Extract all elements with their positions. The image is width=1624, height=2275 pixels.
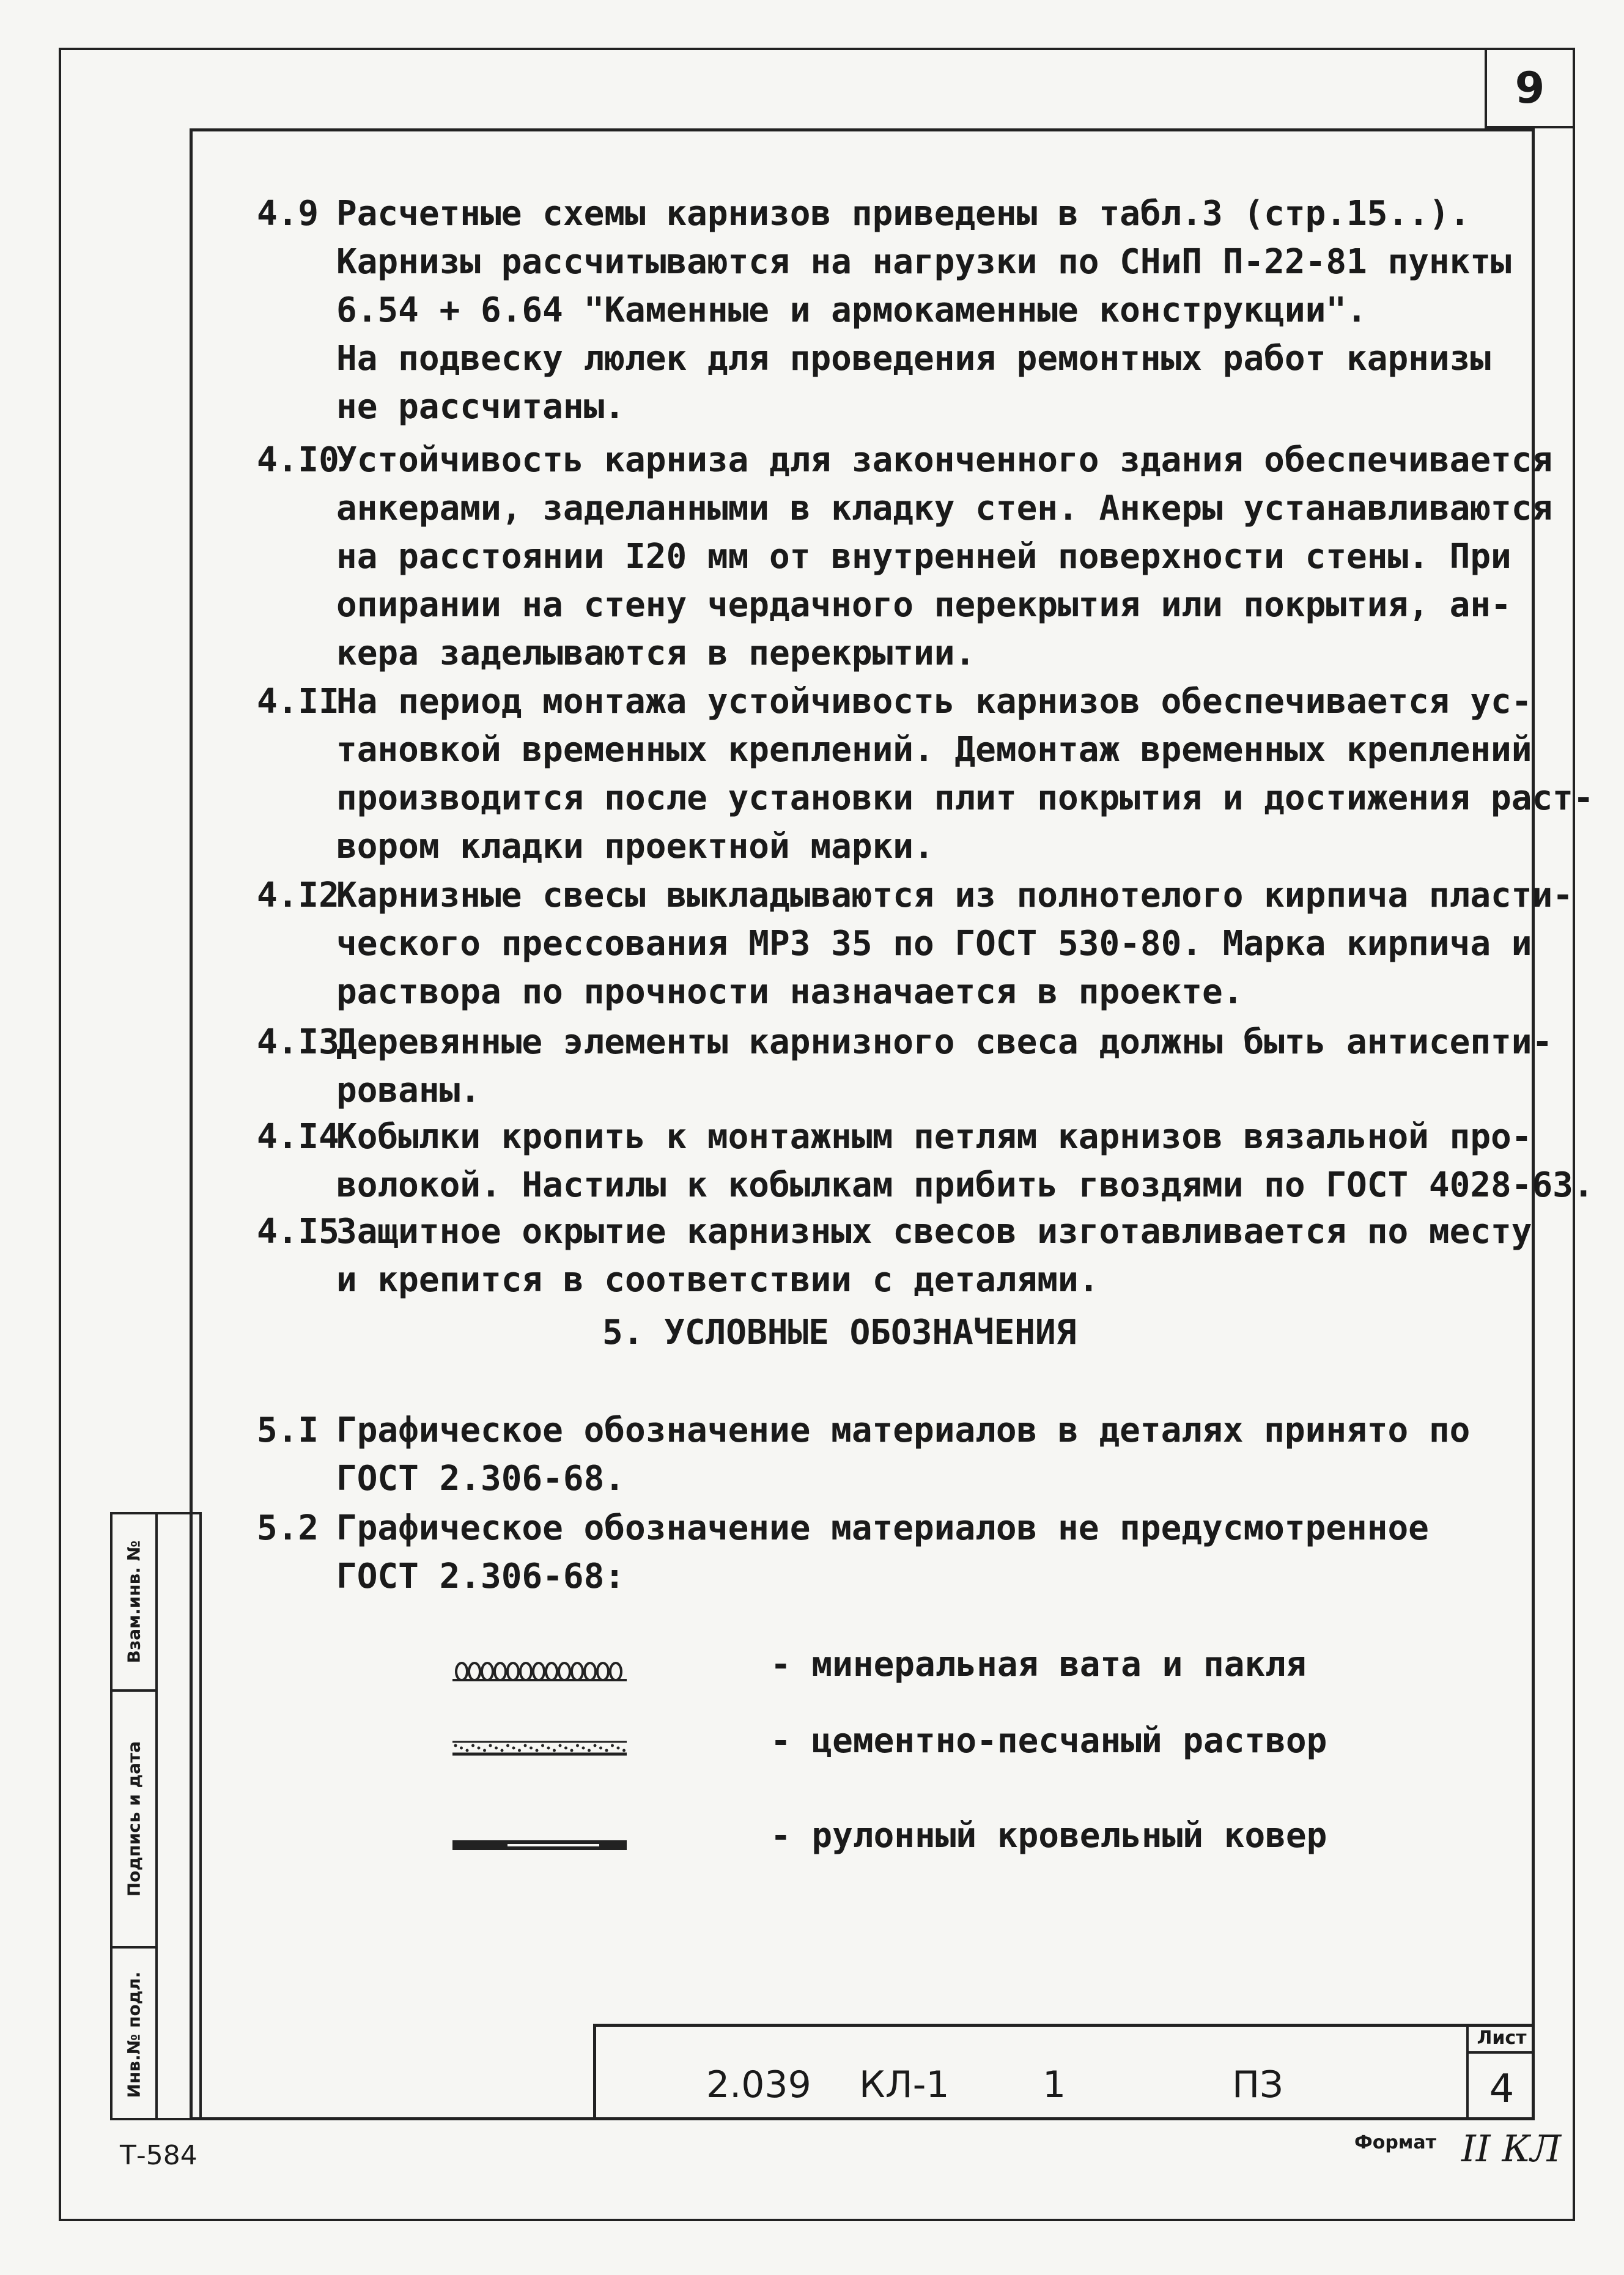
paragraph-text: Расчетные схемы карнизов приведены в табл.3 (стр.15..).: [336, 194, 1471, 234]
paragraph-4-I3: [257, 1018, 1552, 1115]
side-cell-replace: [113, 1514, 155, 1692]
sheet-box: [1466, 2024, 1535, 2120]
paragraph-line: анкерами, заделанными в кладку стен. Анкеры устанавливаются: [336, 489, 1553, 528]
paragraph-text: Графическое обозначение материалов не предусмотренное: [336, 1508, 1429, 1548]
paragraph-line: и крепится в соответствии с деталями.: [336, 1260, 1099, 1300]
paragraph-text: Устойчивость карниза для законченного здания обеспечивается: [336, 440, 1553, 480]
paragraph-number: 5.I: [257, 1410, 319, 1450]
paragraph-4-I5: [257, 1208, 1532, 1304]
side-stamp: [110, 1512, 202, 2120]
paragraph-4-I2: [257, 871, 1573, 1016]
paragraph-line: На подвеску люлек для проведения ремонтных работ карнизы: [336, 339, 1491, 378]
legend-label: - цементно-песчаный раствор: [770, 1721, 1327, 1761]
side-cell-label: Взам.инв. №: [124, 1540, 144, 1664]
roll-roofing-hatch-icon: [449, 1822, 633, 1859]
paragraph-line: вором кладки проектной марки.: [336, 827, 934, 866]
paragraph-line: [257, 1018, 1552, 1066]
paragraph-line: ГОСТ 2.306-68:: [336, 1557, 626, 1596]
paragraph-line: [257, 436, 1552, 484]
paragraph-number: 4.I0: [257, 440, 339, 480]
paragraph-line: [257, 1208, 1532, 1256]
corner-page-number: 9: [1485, 48, 1575, 128]
doc-series: КЛ-1: [859, 2063, 950, 2106]
paragraph-number: 4.I3: [257, 1022, 339, 1062]
sheet-code: Т-584: [120, 2140, 197, 2171]
paragraph-number: 4.II: [257, 682, 339, 721]
paragraph-line: не рассчитаны.: [336, 387, 626, 427]
title-block: [593, 2024, 1535, 2120]
legend-label: - минеральная вата и пакля: [770, 1645, 1307, 1684]
paragraph-line: волокой. Настилы к кобылкам прибить гвоздями по ГОСТ 4028-63.: [336, 1165, 1594, 1205]
side-cell-inventory: [113, 1949, 155, 2120]
section-title: 5. УСЛОВНЫЕ ОБОЗНАЧЕНИЯ: [602, 1313, 1077, 1352]
paragraph-line: [257, 190, 1511, 238]
paragraph-5-I: [257, 1406, 1470, 1503]
paragraph-line: раствора по прочности назначается в проекте.: [336, 972, 1244, 1012]
paragraph-text: Деревянные элементы карнизного свеса должны быть антисепти-: [336, 1022, 1553, 1062]
paragraph-line: ГОСТ 2.306-68.: [336, 1459, 626, 1499]
paragraph-line: тановкой временных креплений. Демонтаж временных креплений: [336, 730, 1532, 770]
legend-row: [0, 1639, 1624, 1694]
paragraph-4-9: [257, 190, 1511, 431]
paragraph-line: [257, 677, 1594, 726]
side-cell-signature: [113, 1692, 155, 1949]
paragraph-text: Защитное окрытие карнизных свесов изготавливается по месту: [336, 1212, 1532, 1252]
paragraph-line: 6.54 + 6.64 "Каменные и армокаменные конструкции".: [336, 290, 1367, 330]
side-cell-label: Подпись и дата: [124, 1741, 144, 1897]
doc-code: 2.039: [706, 2063, 811, 2106]
sheet-number: 4: [1489, 2067, 1515, 2112]
paragraph-line: [257, 1504, 1429, 1552]
paragraph-text: Кобылки кропить к монтажным петлям карнизов вязальной про-: [336, 1117, 1532, 1157]
paragraph-number: 4.I5: [257, 1212, 339, 1252]
legend-label: - рулонный кровельный ковер: [770, 1816, 1327, 1856]
format-value: II КЛ: [1461, 2128, 1561, 2170]
paragraph-4-II: [257, 677, 1594, 871]
paragraph-text: На период монтажа устойчивость карнизов обеспечивается ус-: [336, 682, 1532, 721]
paragraph-line: [257, 1113, 1594, 1161]
paragraph-line: Карнизы рассчитываются на нагрузки по СНиП П-22-81 пункты: [336, 242, 1511, 282]
paragraph-text: Карнизные свесы выкладываются из полнотелого кирпича пласти-: [336, 876, 1573, 915]
sheet-label: Лист: [1469, 2027, 1535, 2054]
doc-issue: 1: [1043, 2063, 1066, 2106]
paragraph-line: производится после установки плит покрытия и достижения раст-: [336, 778, 1594, 818]
side-cell-label: Инв.№ подл.: [124, 1971, 144, 2098]
paragraph-line: кера заделываются в перекрытии.: [336, 633, 976, 673]
paragraph-line: рованы.: [336, 1071, 481, 1110]
paragraph-4-I0: [257, 436, 1552, 677]
paragraph-line: опирании на стену чердачного перекрытия или покрытия, ан-: [336, 585, 1511, 625]
paragraph-number: 4.I4: [257, 1117, 339, 1157]
doc-type: ПЗ: [1232, 2063, 1283, 2106]
paragraph-line: [257, 871, 1573, 920]
mineral-wool-hatch-icon: [449, 1651, 633, 1687]
legend-row: [0, 1810, 1624, 1865]
paragraph-number: 4.9: [257, 194, 319, 234]
paragraph-number: 5.2: [257, 1508, 319, 1548]
format-label: Формат: [1354, 2132, 1436, 2153]
paragraph-5-2: [257, 1504, 1429, 1601]
legend-row: [0, 1715, 1624, 1770]
paragraph-4-I4: [257, 1113, 1594, 1209]
paragraph-text: Графическое обозначение материалов в деталях принято по: [336, 1410, 1471, 1450]
side-stamp-divider: [155, 1514, 158, 2118]
paragraph-line: ческого прессования МРЗ 35 по ГОСТ 530-80. Марка кирпича и: [336, 924, 1532, 964]
paragraph-line: [257, 1406, 1470, 1455]
paragraph-number: 4.I2: [257, 876, 339, 915]
paragraph-line: на расстоянии I20 мм от внутренней поверхности стены. При: [336, 537, 1511, 577]
cement-mortar-hatch-icon: [449, 1727, 633, 1764]
